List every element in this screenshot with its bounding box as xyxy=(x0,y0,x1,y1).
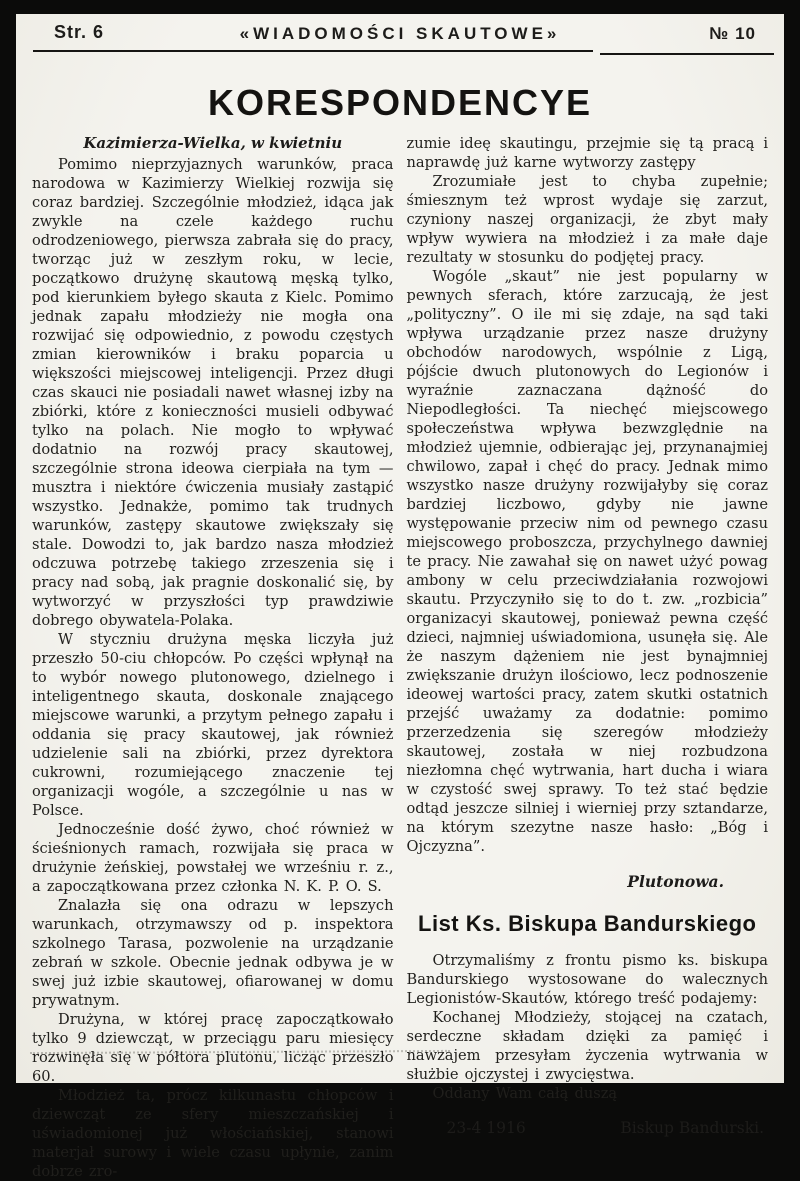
letter-signature: Biskup Bandurski. xyxy=(620,1119,764,1137)
article-dateline: Kazimierza-Wielka, w kwietniu xyxy=(83,134,343,152)
article-paragraph: Zrozumiałe jest to chyba zupełnie; śmiesznym też wprost wydaje się zarzut, czyniony naszej organizacji, że zbyt mały wpływ wywiera na młodzież i za małe daje rezultaty w stosunku do podjętej pracy. xyxy=(406,173,768,266)
masthead-title: «WIADOMOŚCI SKAUTOWE» xyxy=(239,24,561,43)
article-paragraph: Młodzież ta, prócz kilkunastu chłopców i dziewcząt ze sfery mieszczańskiej i uświadomionej już włościańskiej, stanowi materjał surowy i wiele czasu upłynie, zanim dobrze zro- xyxy=(32,1087,394,1180)
letter-salutation: Oddany Wam całą duszą xyxy=(432,1085,618,1102)
article-paragraph-continuation: zumie ideę skautingu, przejmie się tą pracą i naprawdę już karne wytworzy zastępy xyxy=(406,135,768,171)
header-rule-left xyxy=(33,50,593,52)
page-number-label: Str. 6 xyxy=(54,22,105,42)
header-rule-right xyxy=(600,53,774,55)
article-paragraph: W styczniu drużyna męska liczyła już przeszło 50-ciu chłopców. Po części wpłynął na to wybór nowego plutonowego, dzielnego i inteligentnego skauta, doskonale znającego miejscowe warunki, a przytym pełnego zapału i oddania się pracy skautowej, jak również udzielenie sali na zbiórki, przez dyrektora cukrowni, rozumiejącego znaczenie tej organizacji wogóle, a szczególnie u nas w Polsce. xyxy=(32,631,394,819)
newspaper-page xyxy=(16,14,784,1180)
letter-footer xyxy=(407,1119,769,1137)
issue-number-label: № 10 xyxy=(709,24,756,43)
article-paragraph: Wogóle „skaut” nie jest popularny w pewnych sferach, które zarzucają, że jest „polityczny”. O ile mi się zdaje, na sąd taki wpływa urządzanie przez nasze drużyny obchodów narodowych, wspólnie z Ligą, pójście dwuch plutonowych do Legionów i wyraźnie zaznaczana dążność do Niepodległości. Ta niechęć miejscowego społeczeństwa wpływa bezwzględnie na młodzież ujemnie, odbierając jej, przynanajmiej chwilowo, zapał i chęć do pracy. Jednak mimo wszystko nasze drużyny rozwijałyby się coraz bardziej liczbowo, gdyby nie jawne występowanie przeciw nim od pewnego czasu miejscowego proboszcza, przychylnego dawniej te pracy. Nie zawahał się on nawet użyć powag ambony w celu przeciwdziałania rozwojowi skautu. Przyczyniło się to do t. zw. „rozbicia” organizacyi skautowej, ponieważ pewna część dzieci, najmniej uświadomiona, usunęła się. Ale że naszym dążeniem nie jest bynajmniej zwiększanie drużyn ilościowo, lecz podnoszenie ideowej wartości pracy, zatem skutki ostatnich przejść uważamy za dodatnie: pomimo przerzedzenia się szeregów młodzieży skautowej, została w niej rozbudzona niezłomna chęć wytrwania, hart ducha i wiara w czystość swej sprawy. To też stać będzie odtąd jeszcze silniej i wierniej przy sztandarze, na którym szezytne nasze hasło: „Bóg i Ojczyzna”. xyxy=(406,268,768,855)
page-header xyxy=(16,14,784,58)
article-columns xyxy=(16,134,784,1181)
article-paragraph: Pomimo nieprzyjaznych warunków, praca narodowa w Kazimierzy Wielkiej rozwija się coraz bardziej. Szczególnie młodzież, idąca jak zwykle na czele każdego ruchu odrodzeniowego, pierwsza zabrała się do pracy, tworząc już w zeszłym roku, w lecie, początkowo drużynę skautową męską tylko, pod kierunkiem byłego skauta z Kielc. Pomimo jednak zapału młodzieży nie mogła ona rozwijać się odpowiednio, z powodu częstych zmian kierowników i braku poparcia u większości miejscowej inteligencji. Przez długi czas skauci nie posiadali nawet własnej izby na zbiórki, które z konieczności musieli odbywać tylko na polach. Nie mogło to wpływać dodatnio na rozwój pracy skautowej, szczególnie strona ideowa cierpiała na tym — musztra i niektóre ćwiczenia musiały zastąpić wszystko. Jednakże, pomimo tak trudnych warunków, zastępy skautowe zwiększały się stale. Dowodzi to, jak bardzo nasza młodzież odczuwa potrzebę takiego zrzeszenia się i pracy nad sobą, jak pragnie doskonalić się, by wytworzyć w przyszłości typ prawdziwie dobrego obywatela-Polaka. xyxy=(32,156,394,629)
letter-paragraph: Otrzymaliśmy z frontu pismo ks. biskupa Bandurskiego wystosowane do walecznych Legionistów-Skautów, którego treść podajemy: xyxy=(406,952,768,1007)
section-title: KORESPONDENCYE xyxy=(207,82,593,123)
letter-section-heading: List Ks. Biskupa Bandurskiego xyxy=(418,911,757,936)
article-signature: Plutonowa. xyxy=(627,872,724,891)
article-paragraph: Jednocześnie dość żywo, choć również w ścieśnionych ramach, rozwijała się praca w drużynie żeńskiej, powstałej we wrześniu r. z., a zapoczątkowana przez członka N. K. P. O. S. xyxy=(32,821,394,895)
letter-date: 23-4 1916 xyxy=(446,1119,526,1137)
letter-paragraph: Kochanej Młodzieży, stojącej na czatach, serdeczne składam dzięki za pamięć i nawzajem przesyłam życzenia wytrwania w służbie ojczystej i zwycięstwa. xyxy=(406,1009,768,1083)
left-column xyxy=(32,134,394,1181)
right-column xyxy=(407,134,769,1181)
article-paragraph: Drużyna, w której pracę zapoczątkowało tylko 9 dziewcząt, w przeciągu paru miesięcy rozwinęła się w półtora plutonu, licząc przeszło 60. xyxy=(32,1011,394,1085)
article-paragraph: Znalazła się ona odrazu w lepszych warunkach, otrzymawszy od p. inspektora szkolnego Tarasa, pozwolenie na urządzanie zebrań w szkole. Obecnie jednak odbywa je w swej już izbie skautowej, ofiarowanej w domu prywatnym. xyxy=(32,897,394,1009)
